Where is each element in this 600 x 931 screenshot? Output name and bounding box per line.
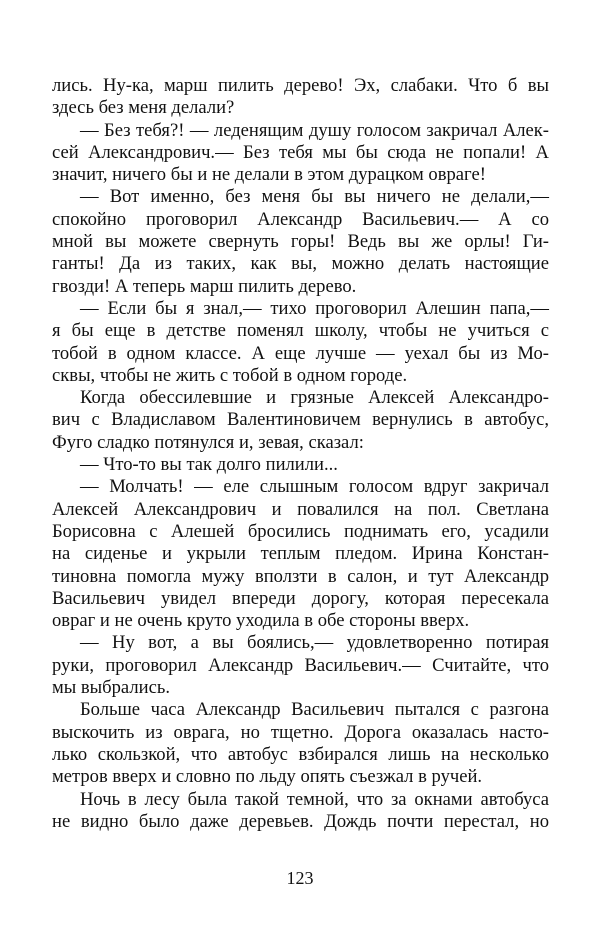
text-line: гвозди! А теперь марш пилить дерево. [52,275,357,297]
text-line: мной вы можете свернуть горы! Ведь вы же орлы! Ги- [52,231,549,253]
book-page-text [52,75,549,833]
text-line: Алексей Александрович и повалился на пол. Светлана [52,498,549,520]
text-line: ганты! Да из таких, как вы, можно делать настоящие [52,253,549,275]
text-line: выскочить из оврага, но тщетно. Дорога оказалась насто- [52,721,549,743]
text-line: Когда обессилевшие и грязные Алексей Александро- [80,387,549,409]
text-line: руки, проговорил Александр Васильевич.— Считайте, что [52,654,549,676]
page-number: 123 [286,868,314,888]
text-line: лись. Ну-ка, марш пилить дерево! Эх, слабаки. Что б вы [52,75,549,96]
text-line: — Что-то вы так долго пилили... [80,454,338,476]
text-line: тиновна помогла мужу вползти в салон, и тут Александр [52,565,549,587]
text-line: здесь без меня делали? [52,97,235,119]
text-line: — Если бы я знал,— тихо проговорил Алешин папа,— [80,297,549,319]
text-line: тобой в одном классе. А еще лучше — уехал бы из Мо- [52,342,549,364]
text-line: не видно было даже деревьев. Дождь почти перестал, но [52,810,549,832]
text-line: овраг и не очень круто уходила в обе стороны вверх. [52,610,470,632]
text-line: — Без тебя?! — леденящим душу голосом закричал Алек- [80,119,549,141]
text-line: значит, ничего бы и не делали в этом дурацком овраге! [52,164,486,186]
text-line: мы выбрались. [52,677,170,699]
text-line: Больше часа Александр Васильевич пытался с разгона [80,699,549,721]
text-line: лько скользкой, что автобус взбирался лишь на несколько [52,743,549,765]
text-line: спокойно проговорил Александр Васильевич.— А со [52,208,549,230]
text-line: вич с Владиславом Валентиновичем вернулись в автобус, [52,409,549,431]
text-line: сквы, чтобы не жить с тобой в одном городе. [52,364,408,386]
text-line: я бы еще в детстве поменял школу, чтобы не учиться с [52,320,549,342]
text-line: — Вот именно, без меня бы вы ничего не делали,— [80,186,549,208]
text-line: Фуго сладко потянулся и, зевая, сказал: [52,431,364,453]
text-line: — Молчать! — еле слышным голосом вдруг закричал [80,476,549,498]
text-line: Ночь в лесу была такой темной, что за окнами автобуса [80,788,549,810]
text-line: — Ну вот, а вы боялись,— удовлетворенно потирая [80,632,549,654]
text-line: метров вверх и словно по льду опять съезжал в ручей. [52,766,483,788]
text-line: сей Александрович.— Без тебя мы бы сюда не попали! А [52,141,549,163]
text-line: на сиденье и укрыли теплым пледом. Ирина Констан- [52,543,549,565]
text-line: Васильевич увидел впереди дорогу, которая пересекала [52,587,549,609]
text-line: Борисовна с Алешей бросились поднимать его, усадили [52,520,549,542]
